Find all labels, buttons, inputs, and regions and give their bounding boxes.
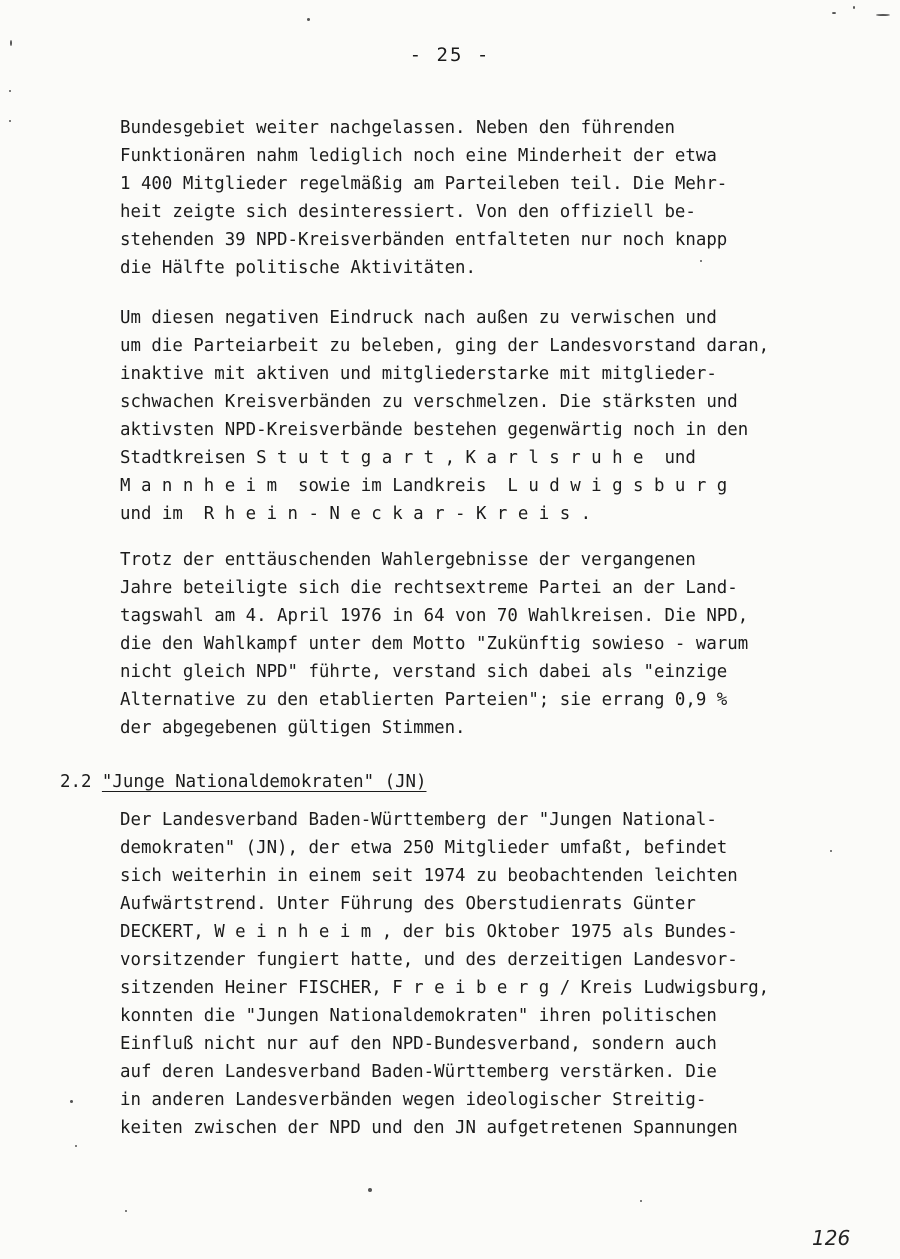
text-line: tagswahl am 4. April 1976 in 64 von 70 Wahlkreisen. Die NPD,: [120, 606, 749, 626]
text-line: Aufwärtstrend. Unter Führung des Oberstudienrats Günter: [120, 894, 696, 914]
text-line: heit zeigte sich desinteressiert. Von den offiziell be-: [120, 202, 696, 222]
text-line: Funktionären nahm lediglich noch eine Minderheit der etwa: [120, 146, 717, 166]
text-line: Stadtkreisen S t u t t g a r t , K a r l s r u h e und: [120, 448, 696, 468]
text-line: Einfluß nicht nur auf den NPD-Bundesverband, sondern auch: [120, 1034, 717, 1054]
paragraph-3: [120, 546, 850, 742]
text-line: M a n n h e i m sowie im Landkreis L u d w i g s b u r g: [120, 476, 728, 496]
scan-speck: [853, 6, 855, 9]
scan-speck: [75, 1145, 77, 1147]
text-line: Jahre beteiligte sich die rechtsextreme Partei an der Land-: [120, 578, 738, 598]
text-line: Bundesgebiet weiter nachgelassen. Neben den führenden: [120, 118, 675, 138]
text-line: die den Wahlkampf unter dem Motto "Zukünftig sowieso - warum: [120, 634, 749, 654]
text-line: keiten zwischen der NPD und den JN aufgetretenen Spannungen: [120, 1118, 738, 1138]
text-line: um die Parteiarbeit zu beleben, ging der Landesvorstand daran,: [120, 336, 770, 356]
text-line: die Hälfte politische Aktivitäten.: [120, 258, 476, 278]
text-line: inaktive mit aktiven und mitgliederstarke mit mitglieder-: [120, 364, 717, 384]
text-line: demokraten" (JN), der etwa 250 Mitglieder umfaßt, befindet: [120, 838, 728, 858]
scan-speck: [832, 12, 836, 14]
section-body: [120, 806, 850, 1142]
text-line: der abgegebenen gültigen Stimmen.: [120, 718, 466, 738]
text-line: sich weiterhin in einem seit 1974 zu beobachtenden leichten: [120, 866, 738, 886]
section-heading: [60, 768, 426, 796]
page-number: - 25 -: [409, 44, 491, 66]
text-line: auf deren Landesverband Baden-Württemberg verstärken. Die: [120, 1062, 717, 1082]
text-line: DECKERT, W e i n h e i m , der bis Oktober 1975 als Bundes-: [120, 922, 738, 942]
text-line: und im R h e i n - N e c k a r - K r e i s .: [120, 504, 592, 524]
paragraph-1: [120, 114, 850, 282]
scan-speck: [125, 1210, 127, 1212]
text-line: Trotz der enttäuschenden Wahlergebnisse der vergangenen: [120, 550, 696, 570]
paragraph-2: [120, 304, 850, 528]
text-line: stehenden 39 NPD-Kreisverbänden entfalteten nur noch knapp: [120, 230, 728, 250]
section-title: "Junge Nationaldemokraten" (JN): [101, 772, 427, 792]
scan-speck: [876, 14, 890, 16]
scan-speck: [9, 120, 11, 122]
scan-speck: [10, 40, 12, 46]
text-line: Um diesen negativen Eindruck nach außen zu verwischen und: [120, 308, 717, 328]
text-line: aktivsten NPD-Kreisverbände bestehen gegenwärtig noch in den: [120, 420, 749, 440]
section-number: 2.2: [60, 772, 92, 792]
scan-speck: [700, 260, 702, 262]
text-line: Der Landesverband Baden-Württemberg der "Jungen National-: [120, 810, 717, 830]
scan-speck: [640, 1200, 642, 1202]
scan-speck: [9, 90, 11, 92]
text-line: in anderen Landesverbänden wegen ideologischer Streitig-: [120, 1090, 707, 1110]
text-line: 1 400 Mitglieder regelmäßig am Parteileben teil. Die Mehr-: [120, 174, 728, 194]
scan-speck: [830, 850, 832, 852]
text-line: Alternative zu den etablierten Parteien"; sie errang 0,9 %: [120, 690, 728, 710]
text-line: konnten die "Jungen Nationaldemokraten" ihren politischen: [120, 1006, 717, 1026]
text-line: nicht gleich NPD" führte, verstand sich dabei als "einzige: [120, 662, 728, 682]
text-line: sitzenden Heiner FISCHER, F r e i b e r g / Kreis Ludwigsburg,: [120, 978, 770, 998]
scan-speck: [307, 18, 310, 21]
scan-speck: [70, 1100, 73, 1103]
text-line: vorsitzender fungiert hatte, und des derzeitigen Landesvor-: [120, 950, 738, 970]
archive-page-number: 126: [812, 1226, 851, 1250]
scan-speck: [368, 1188, 372, 1192]
text-line: schwachen Kreisverbänden zu verschmelzen. Die stärksten und: [120, 392, 738, 412]
